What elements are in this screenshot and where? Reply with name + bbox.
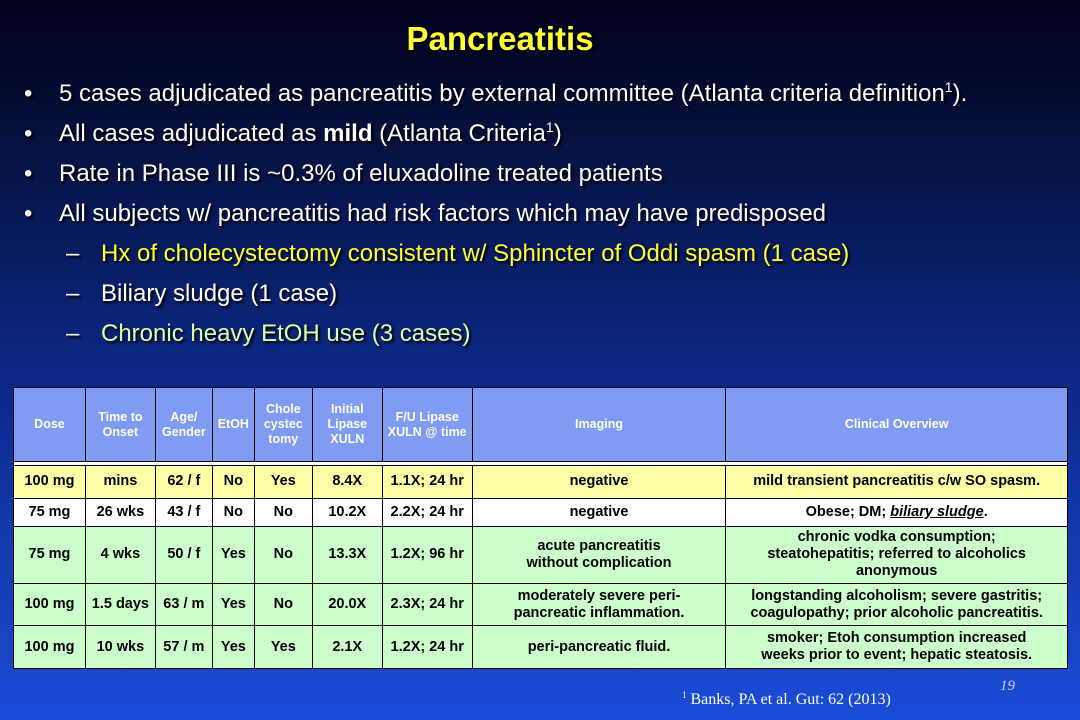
bullet-text: All cases adjudicated as (59, 120, 324, 147)
cell-dose: 75 mg (14, 498, 86, 526)
reference-text: Banks, PA et al. Gut: 62 (2013) (690, 691, 891, 708)
cell-clinical: Obese; DM; biliary sludge. (726, 498, 1068, 526)
cell-age: 62 / f (155, 466, 212, 498)
bullet-text: (Atlanta Criteria (372, 120, 546, 147)
reference-sup: 1 (682, 690, 687, 700)
cell-time: 1.5 days (85, 583, 155, 626)
cell-lipase: 13.3X (312, 526, 382, 583)
cell-lipase: 2.1X (312, 626, 382, 669)
cell-clinical: smoker; Etoh consumption increased weeks prior to event; hepatic steatosis. (726, 626, 1068, 669)
bullet-glyph: • (24, 160, 33, 187)
sub-bullet-biliary-sludge (24, 276, 1080, 316)
bullet-risk-factors (24, 196, 1080, 236)
cell-dose: 100 mg (14, 583, 86, 626)
header-etoh: EtOH (212, 388, 254, 462)
cell-chole: Yes (254, 626, 312, 669)
bullet-list (24, 76, 1080, 356)
dash-glyph: – (66, 320, 80, 347)
header-clinical-overview: Clinical Overview (726, 388, 1068, 462)
header-dose: Dose (14, 388, 86, 462)
table-header-row (14, 388, 1068, 462)
bullet-text-end: ). (952, 80, 968, 107)
cell-fu: 1.1X; 24 hr (382, 466, 472, 498)
table-row (14, 466, 1068, 498)
cell-fu: 1.2X; 24 hr (382, 626, 472, 669)
header-initial-lipase: Initial Lipase XULN (312, 388, 382, 462)
cell-imaging: negative (472, 498, 726, 526)
cell-etoh: Yes (212, 526, 254, 583)
cell-time: 26 wks (85, 498, 155, 526)
bullet-cases-adjudicated (24, 76, 1080, 116)
cell-clinical: chronic vodka consumption; steatohepatitis; referred to alcoholics anonymous (726, 526, 1068, 583)
bullet-bold-text: mild (323, 120, 373, 147)
cell-clinical: longstanding alcoholism; severe gastritis; coagulopathy; prior alcoholic pancreatitis. (726, 583, 1068, 626)
cell-etoh: Yes (212, 583, 254, 626)
dash-glyph: – (66, 280, 80, 307)
sub-bullet-etoh (24, 316, 1080, 356)
bullet-text: 5 cases adjudicated as pancreatitis by external committee (Atlanta criteria definition (59, 80, 945, 107)
cell-chole: No (254, 583, 312, 626)
cell-etoh: Yes (212, 626, 254, 669)
header-time-to-onset: Time to Onset (85, 388, 155, 462)
cell-lipase: 8.4X (312, 466, 382, 498)
header-age-gender: Age/ Gender (155, 388, 212, 462)
header-imaging: Imaging (472, 388, 726, 462)
cell-age: 50 / f (155, 526, 212, 583)
bullet-glyph: • (24, 120, 33, 147)
bullet-all-mild (24, 116, 1080, 156)
cell-lipase: 20.0X (312, 583, 382, 626)
cell-time: mins (85, 466, 155, 498)
table-row (14, 526, 1068, 583)
bullet-text: Rate in Phase III is ~0.3% of eluxadoline treated patients (59, 160, 663, 187)
sub-bullet-text: Chronic heavy EtOH use (3 cases) (101, 320, 471, 347)
cell-imaging: peri-pancreatic fluid. (472, 626, 726, 669)
sub-bullet-cholecystectomy (24, 236, 1080, 276)
cell-fu: 2.3X; 24 hr (382, 583, 472, 626)
header-cholecystectomy: Chole cystec tomy (254, 388, 312, 462)
bullet-rate (24, 156, 1080, 196)
cell-lipase: 10.2X (312, 498, 382, 526)
sub-bullet-text: Hx of cholecystectomy consistent w/ Sphincter of Oddi spasm (1 case) (101, 240, 850, 267)
cell-imaging: acute pancreatitis without complication (472, 526, 726, 583)
header-fu-lipase: F/U Lipase XULN @ time (382, 388, 472, 462)
cell-etoh: No (212, 466, 254, 498)
dash-glyph: – (66, 240, 80, 267)
footnote-ref: 1 (944, 79, 953, 95)
bullet-text: All subjects w/ pancreatitis had risk factors which may have predisposed (59, 200, 827, 227)
cell-chole: Yes (254, 466, 312, 498)
bullet-glyph: • (24, 80, 33, 107)
cell-imaging: negative (472, 466, 726, 498)
cell-chole: No (254, 498, 312, 526)
cell-clinical: mild transient pancreatitis c/w SO spasm. (726, 466, 1068, 498)
table-row (14, 583, 1068, 626)
cell-dose: 100 mg (14, 466, 86, 498)
cell-age: 57 / m (155, 626, 212, 669)
underlined-term: biliary sludge (890, 503, 984, 520)
cell-etoh: No (212, 498, 254, 526)
cell-dose: 100 mg (14, 626, 86, 669)
cell-time: 10 wks (85, 626, 155, 669)
cell-age: 63 / m (155, 583, 212, 626)
bullet-glyph: • (24, 200, 33, 227)
cell-chole: No (254, 526, 312, 583)
footnote-ref: 1 (545, 119, 554, 135)
table-row (14, 498, 1068, 526)
slide-title: Pancreatitis (406, 20, 594, 57)
cell-age: 43 / f (155, 498, 212, 526)
page-number: 19 (1000, 678, 1015, 694)
table-row (14, 626, 1068, 669)
reference-citation (682, 691, 891, 709)
sub-bullet-text: Biliary sludge (1 case) (101, 280, 338, 307)
cell-fu: 2.2X; 24 hr (382, 498, 472, 526)
cell-fu: 1.2X; 96 hr (382, 526, 472, 583)
cell-imaging: moderately severe peri- pancreatic inflammation. (472, 583, 726, 626)
cases-table (13, 387, 1068, 669)
cell-dose: 75 mg (14, 526, 86, 583)
bullet-text-end: ) (553, 120, 562, 147)
cell-time: 4 wks (85, 526, 155, 583)
